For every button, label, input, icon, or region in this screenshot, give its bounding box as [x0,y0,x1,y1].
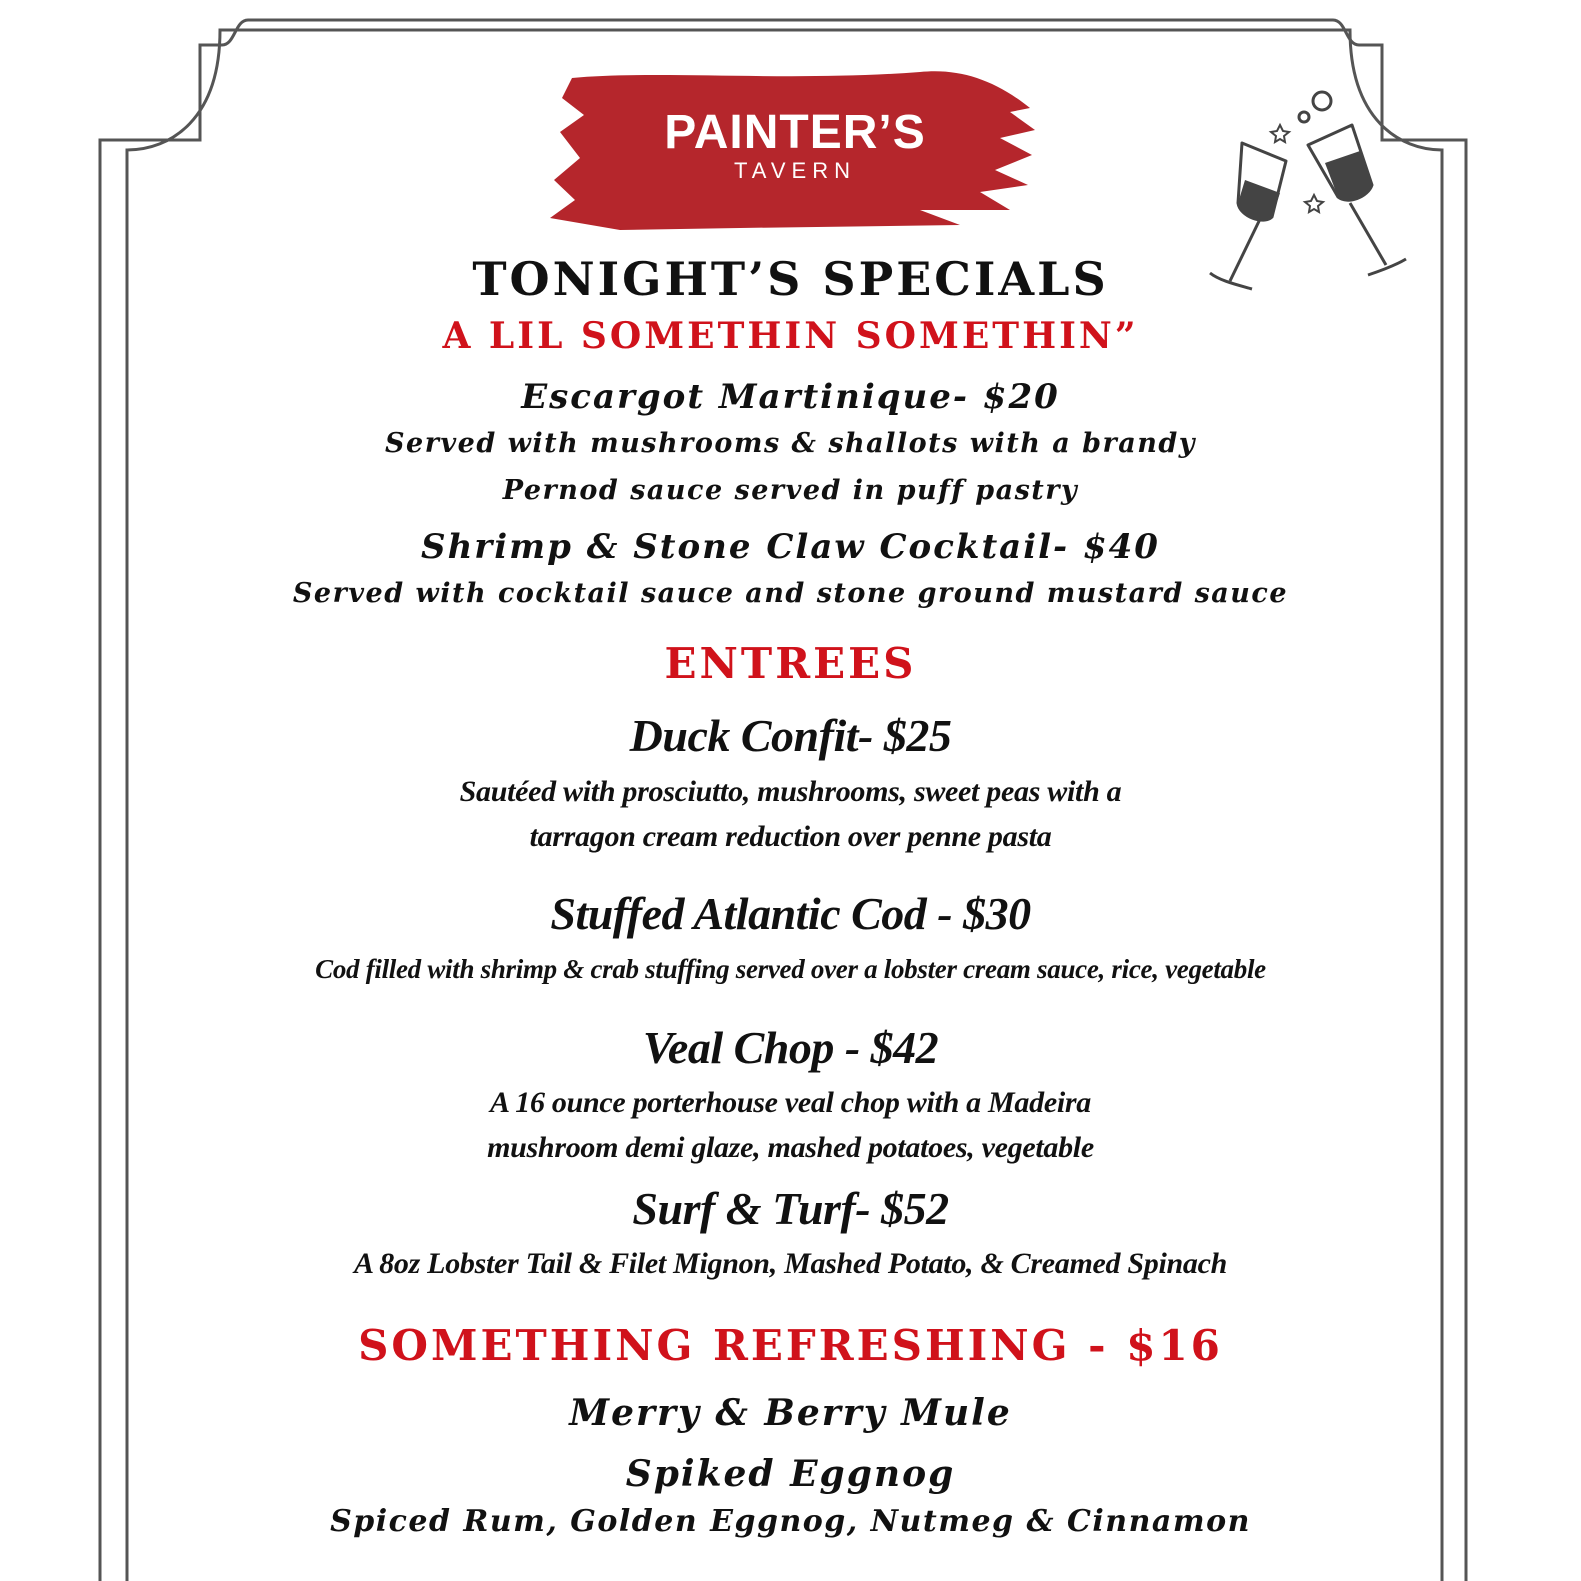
logo-line1: PAINTER’S [664,106,926,159]
appetizer-name: Escargot Martinique- $20 [521,377,1060,417]
entree-description: A 8oz Lobster Tail & Filet Mignon, Mashed Potato, & Creamed Spinach [353,1247,1228,1280]
appetizer-name: Shrimp & Stone Claw Cocktail- $40 [421,527,1160,567]
drink-name: Spiked Eggnog [625,1453,956,1495]
drinks-section-heading: SOMETHING REFRESHING - $16 [358,1321,1223,1370]
entree-name: Duck Confit- $25 [629,710,952,761]
painters-tavern-logo [540,60,1040,240]
entrees-section-heading: ENTREES [664,639,917,688]
entree-description: tarragon cream reduction over penne pasta [529,820,1052,853]
drink-name: Merry & Berry Mule [569,1392,1012,1434]
page-title: TONIGHT’S SPECIALS [472,252,1109,306]
appetizer-description: Pernod sauce served in puff pastry [502,475,1079,506]
entree-name: Surf & Turf- $52 [632,1183,949,1234]
entree-description: Cod filled with shrimp & crab stuffing served over a lobster cream sauce, rice, vegetable [315,954,1266,984]
entree-description: Sautéed with prosciutto, mushrooms, sweet peas with a [459,775,1122,808]
appetizer-section-heading: A LIL SOMETHIN SOMETHIN” [442,315,1139,357]
entree-description: A 16 ounce porterhouse veal chop with a Madeira [490,1086,1091,1119]
logo-line2: TAVERN [734,158,856,183]
appetizer-description: Served with mushrooms & shallots with a brandy [385,428,1196,459]
drink-description: Spiced Rum, Golden Eggnog, Nutmeg & Cinnamon [330,1504,1251,1539]
appetizer-description: Served with cocktail sauce and stone ground mustard sauce [292,578,1289,609]
entree-name: Stuffed Atlantic Cod - $30 [550,888,1031,939]
entree-name: Veal Chop - $42 [642,1022,939,1073]
entree-description: mushroom demi glaze, mashed potatoes, vegetable [487,1131,1094,1164]
